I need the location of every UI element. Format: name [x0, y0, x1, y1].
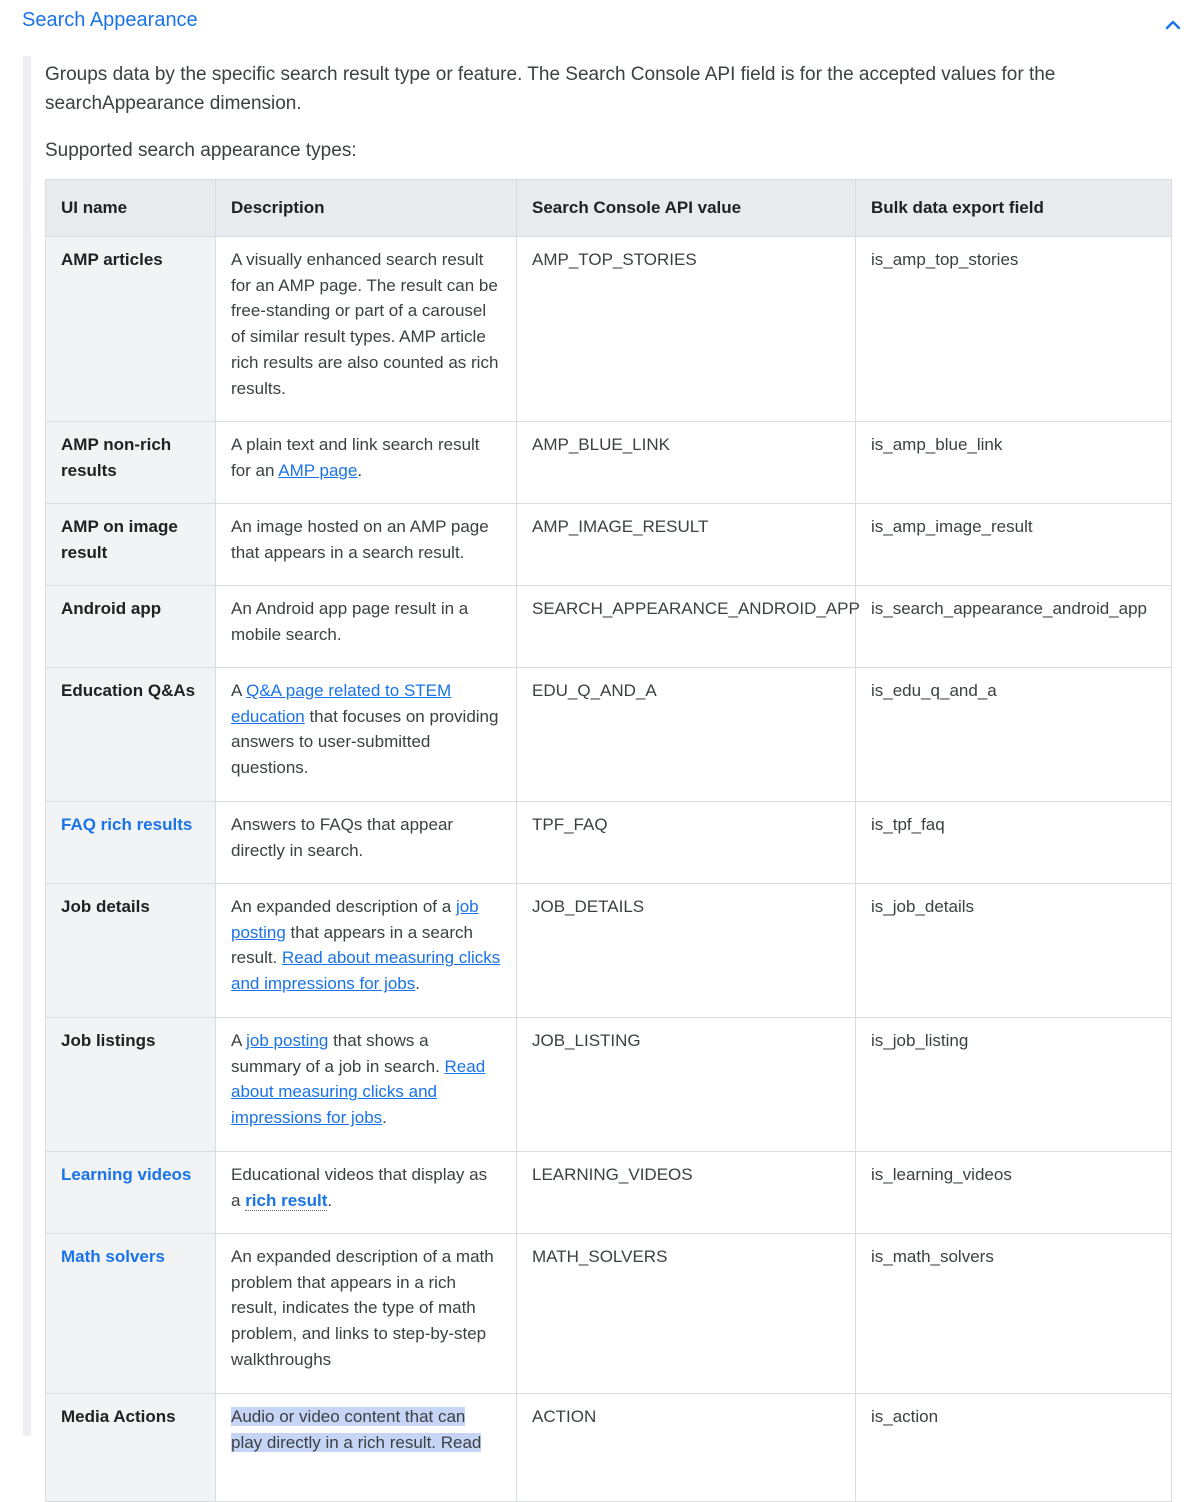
- description-cell: [216, 586, 517, 668]
- description-cell: [216, 884, 517, 1018]
- description-text: .: [357, 460, 363, 480]
- section-header[interactable]: [0, 0, 1199, 48]
- measuring-jobs-link[interactable]: Read about measuring clicks and impressions for jobs: [231, 948, 501, 994]
- table-row: [46, 504, 1172, 586]
- header-ui-name: UI name: [46, 180, 216, 237]
- table-row: [46, 422, 1172, 504]
- description-text: that appears in a search result.: [231, 922, 473, 968]
- section-intro: Groups data by the specific search result type or feature. The Search Console API field is for the accepted values for the searchAppearance dimension.: [45, 64, 1056, 114]
- api-value-cell: JOB_DETAILS: [517, 884, 856, 1018]
- ui-name-cell: Job details: [46, 884, 216, 1018]
- description-cell: [216, 1018, 517, 1152]
- amp-page-link[interactable]: AMP page: [278, 460, 358, 480]
- api-value-cell: ACTION: [517, 1394, 856, 1502]
- math-solvers-link[interactable]: Math solvers: [46, 1234, 216, 1394]
- description-cell: [216, 1152, 517, 1234]
- description-text: An Android app page result in a mobile search.: [231, 599, 469, 644]
- export-field-cell: is_amp_image_result: [856, 504, 1172, 586]
- ui-name-cell: AMP articles: [46, 237, 216, 422]
- learning-videos-link[interactable]: Learning videos: [46, 1152, 216, 1234]
- description-cell: [216, 422, 517, 504]
- description-text: Answers to FAQs that appear directly in search.: [231, 815, 454, 860]
- qa-page-stem-link[interactable]: Q&A page related to STEM education: [231, 681, 452, 726]
- description-cell: [216, 1394, 517, 1502]
- description-text: Educational videos that display as a: [231, 1165, 488, 1210]
- description-text: .: [327, 1190, 333, 1210]
- export-field-cell: is_amp_blue_link: [856, 422, 1172, 504]
- section-title[interactable]: Search Appearance: [22, 9, 198, 31]
- description-text: that focuses on providing answers to user-submitted questions.: [231, 706, 499, 778]
- selected-description-text: Audio or video content that can play directly in a rich result. Read: [231, 1407, 482, 1452]
- rich-result-term[interactable]: rich result: [245, 1190, 328, 1210]
- ui-name-cell: AMP non-rich results: [46, 422, 216, 504]
- table-row: [46, 586, 1172, 668]
- faq-rich-results-link[interactable]: FAQ rich results: [46, 802, 216, 884]
- export-field-cell: is_learning_videos: [856, 1152, 1172, 1234]
- description-text: that shows a summary of a job in search.: [231, 1031, 445, 1076]
- table-row: [46, 237, 1172, 422]
- search-appearance-table: [45, 179, 1172, 1502]
- table-row: [46, 1018, 1172, 1152]
- header-export-field: Bulk data export field: [856, 180, 1172, 237]
- export-field-cell: is_search_appearance_android_app: [856, 586, 1172, 668]
- api-value-cell: MATH_SOLVERS: [517, 1234, 856, 1394]
- api-value-cell: EDU_Q_AND_A: [517, 668, 856, 802]
- ui-name-cell: Education Q&As: [46, 668, 216, 802]
- header-api-value: Search Console API value: [517, 180, 856, 237]
- measuring-jobs-link[interactable]: Read about measuring clicks and impressions for jobs: [231, 1056, 486, 1128]
- description-text: A: [231, 681, 247, 700]
- ui-name-cell: Media Actions: [46, 1394, 216, 1502]
- chevron-up-icon[interactable]: [1161, 13, 1185, 37]
- export-field-cell: is_amp_top_stories: [856, 237, 1172, 422]
- export-field-cell: is_edu_q_and_a: [856, 668, 1172, 802]
- table-row: [46, 668, 1172, 802]
- table-row: [46, 884, 1172, 1018]
- table-row: [46, 802, 1172, 884]
- ui-name-cell: Android app: [46, 586, 216, 668]
- api-value-cell: AMP_TOP_STORIES: [517, 237, 856, 422]
- description-text: .: [382, 1108, 387, 1128]
- description-cell: [216, 802, 517, 884]
- export-field-cell: is_action: [856, 1394, 1172, 1502]
- api-value-cell: TPF_FAQ: [517, 802, 856, 884]
- description-cell: [216, 504, 517, 586]
- ui-name-cell: AMP on image result: [46, 504, 216, 586]
- api-value-cell: SEARCH_APPEARANCE_ANDROID_APP: [517, 586, 856, 668]
- section-content: [23, 56, 1199, 1452]
- description-text: A plain text and link search result for an: [231, 435, 480, 480]
- export-field-cell: is_job_details: [856, 884, 1172, 1018]
- api-value-cell: LEARNING_VIDEOS: [517, 1152, 856, 1234]
- table-row: [46, 1394, 1172, 1502]
- description-cell: [216, 237, 517, 422]
- table-header-row: [46, 180, 1172, 237]
- api-value-cell: JOB_LISTING: [517, 1018, 856, 1152]
- header-description: Description: [216, 180, 517, 237]
- description-text: A visually enhanced search result for an AMP page. The result can be free-standing or part of a carousel of similar result types. AMP article rich results are also counted as rich results.: [231, 250, 499, 398]
- table-row: [46, 1234, 1172, 1394]
- export-field-cell: is_math_solvers: [856, 1234, 1172, 1394]
- export-field-cell: is_job_listing: [856, 1018, 1172, 1152]
- job-posting-link[interactable]: job posting: [231, 897, 479, 942]
- description-text: An image hosted on an AMP page that appears in a search result.: [231, 517, 489, 562]
- supported-types-heading: Supported search appearance types:: [45, 140, 357, 161]
- job-posting-link[interactable]: job posting: [246, 1031, 329, 1050]
- description-text: An expanded description of a math problem that appears in a rich result, indicates the type of math problem, and links to step-by-step walkthroughs: [231, 1247, 494, 1369]
- description-cell: [216, 668, 517, 802]
- description-text: An expanded description of a: [231, 897, 456, 916]
- table-row: [46, 1152, 1172, 1234]
- ui-name-cell: Job listings: [46, 1018, 216, 1152]
- description-text: .: [415, 974, 420, 994]
- description-cell: [216, 1234, 517, 1394]
- api-value-cell: AMP_IMAGE_RESULT: [517, 504, 856, 586]
- export-field-cell: is_tpf_faq: [856, 802, 1172, 884]
- description-text: A: [231, 1031, 247, 1050]
- api-value-cell: AMP_BLUE_LINK: [517, 422, 856, 504]
